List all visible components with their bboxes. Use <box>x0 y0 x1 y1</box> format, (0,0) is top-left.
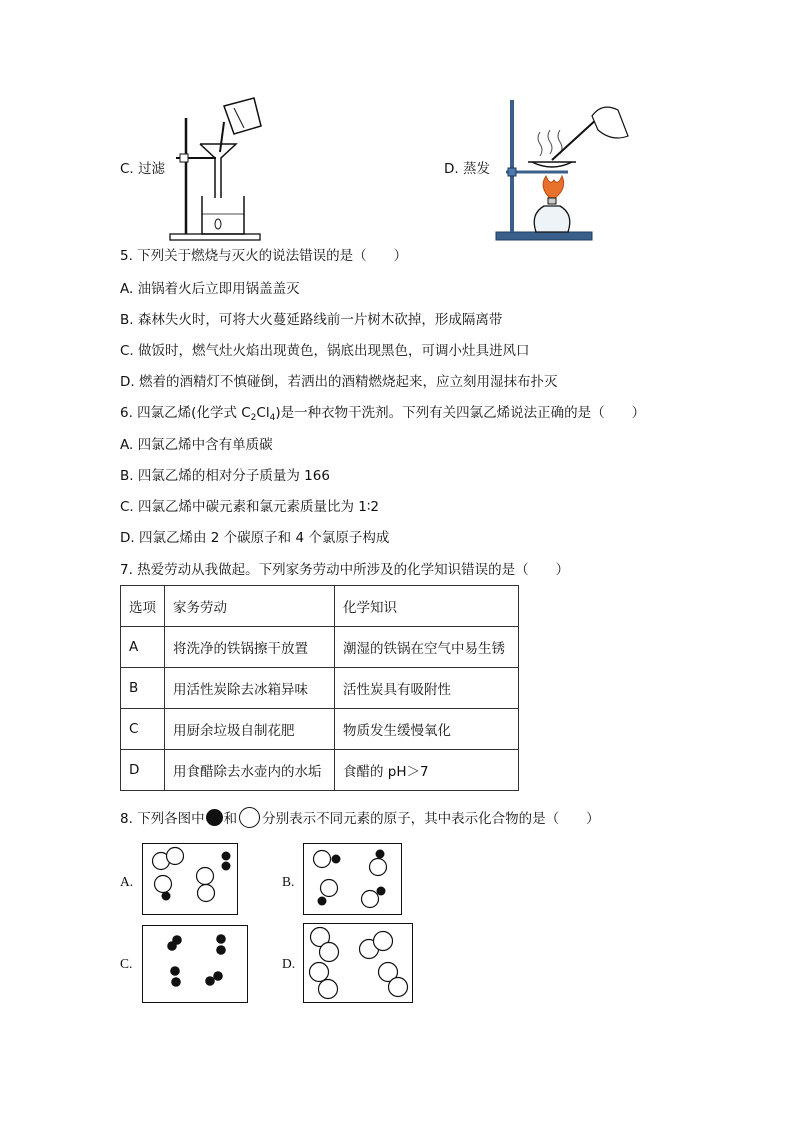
q6-formula-cl: Cl <box>256 405 270 421</box>
q6-formula-sub-2: 4 <box>269 413 276 423</box>
table-cell: A <box>121 627 165 668</box>
q6-option-d: D. 四氯乙烯由 2 个碳原子和 4 个氯原子构成 <box>120 530 390 546</box>
q8-stem-post: 分别表示不同元素的原子，其中表示化合物的是（ ） <box>262 811 600 827</box>
q8-diagram-d-atoms <box>303 923 413 1003</box>
q6-option-c: C. 四氯乙烯中碳元素和氯元素质量比为 1∶2 <box>120 499 379 515</box>
q8-diagram-b-atoms <box>303 843 402 915</box>
q8-label-d: D. <box>282 956 296 971</box>
q5-option-d: D. 燃着的酒精灯不慎碰倒，若洒出的酒精燃烧起来，应立刻用湿抹布扑灭 <box>120 374 558 390</box>
q7-stem: 7. 热爱劳动从我做起。下列家务劳动中所涉及的化学知识错误的是（ ） <box>120 562 570 578</box>
q5-option-a: A. 油锅着火后立即用锅盖盖灭 <box>120 281 300 297</box>
table-cell: D <box>121 750 165 791</box>
table-cell: 用厨余垃圾自制花肥 <box>165 709 335 750</box>
table-header-cell: 化学知识 <box>335 586 519 627</box>
q6-formula-sub-1: 2 <box>250 413 257 423</box>
table-cell: C <box>121 709 165 750</box>
filtration-apparatus-figure <box>166 96 276 246</box>
table-cell: 食醋的 pH＞7 <box>335 750 519 791</box>
q6-option-a: A. 四氯乙烯中含有单质碳 <box>120 437 273 453</box>
q5-option-c: C. 做饭时，燃气灶火焰出现黄色，锅底出现黑色，可调小灶具进风口 <box>120 343 530 359</box>
q7-table <box>120 585 519 791</box>
table-cell: 用活性炭除去冰箱异味 <box>165 668 335 709</box>
q8-label-c: C. <box>120 956 133 971</box>
evaporation-apparatus-figure <box>492 96 632 246</box>
table-cell: 潮湿的铁锅在空气中易生锈 <box>335 627 519 668</box>
table-row <box>121 750 519 791</box>
table-cell: 用食醋除去水壶内的水垢 <box>165 750 335 791</box>
table-row <box>121 709 519 750</box>
white-atom-icon <box>239 807 260 828</box>
q4-option-d-label: D. 蒸发 <box>444 161 490 177</box>
q8-stem <box>120 807 600 830</box>
table-row <box>121 668 519 709</box>
table-cell: 将洗净的铁锅擦干放置 <box>165 627 335 668</box>
table-header-cell: 选项 <box>121 586 165 627</box>
q8-label-b: B. <box>282 874 295 889</box>
q5-stem: 5. 下列关于燃烧与灭火的说法错误的是（ ） <box>120 248 408 264</box>
black-atom-icon <box>206 809 223 826</box>
table-header-cell: 家务劳动 <box>165 586 335 627</box>
q5-option-b: B. 森林失火时，可将大火蔓延路线前一片树木砍掉，形成隔离带 <box>120 312 503 328</box>
q6-option-b: B. 四氯乙烯的相对分子质量为 166 <box>120 468 330 484</box>
table-header-row <box>121 586 519 627</box>
table-cell: B <box>121 668 165 709</box>
q8-stem-and: 和 <box>223 811 238 827</box>
q8-diagram-a-atoms <box>142 843 238 915</box>
q6-stem-pre: 6. 四氯乙烯(化学式 C <box>120 405 251 421</box>
q8-diagram-c-atoms <box>142 925 248 1003</box>
q8-label-a: A. <box>120 874 134 889</box>
q8-stem-pre: 8. 下列各图中 <box>120 811 205 827</box>
table-row <box>121 627 519 668</box>
q6-stem-post: )是一种衣物干洗剂。下列有关四氯乙烯说法正确的是（ ） <box>275 405 646 421</box>
q6-stem <box>120 404 645 427</box>
table-cell: 活性炭具有吸附性 <box>335 668 519 709</box>
table-cell: 物质发生缓慢氧化 <box>335 709 519 750</box>
q4-option-c-label: C. 过滤 <box>120 161 166 177</box>
